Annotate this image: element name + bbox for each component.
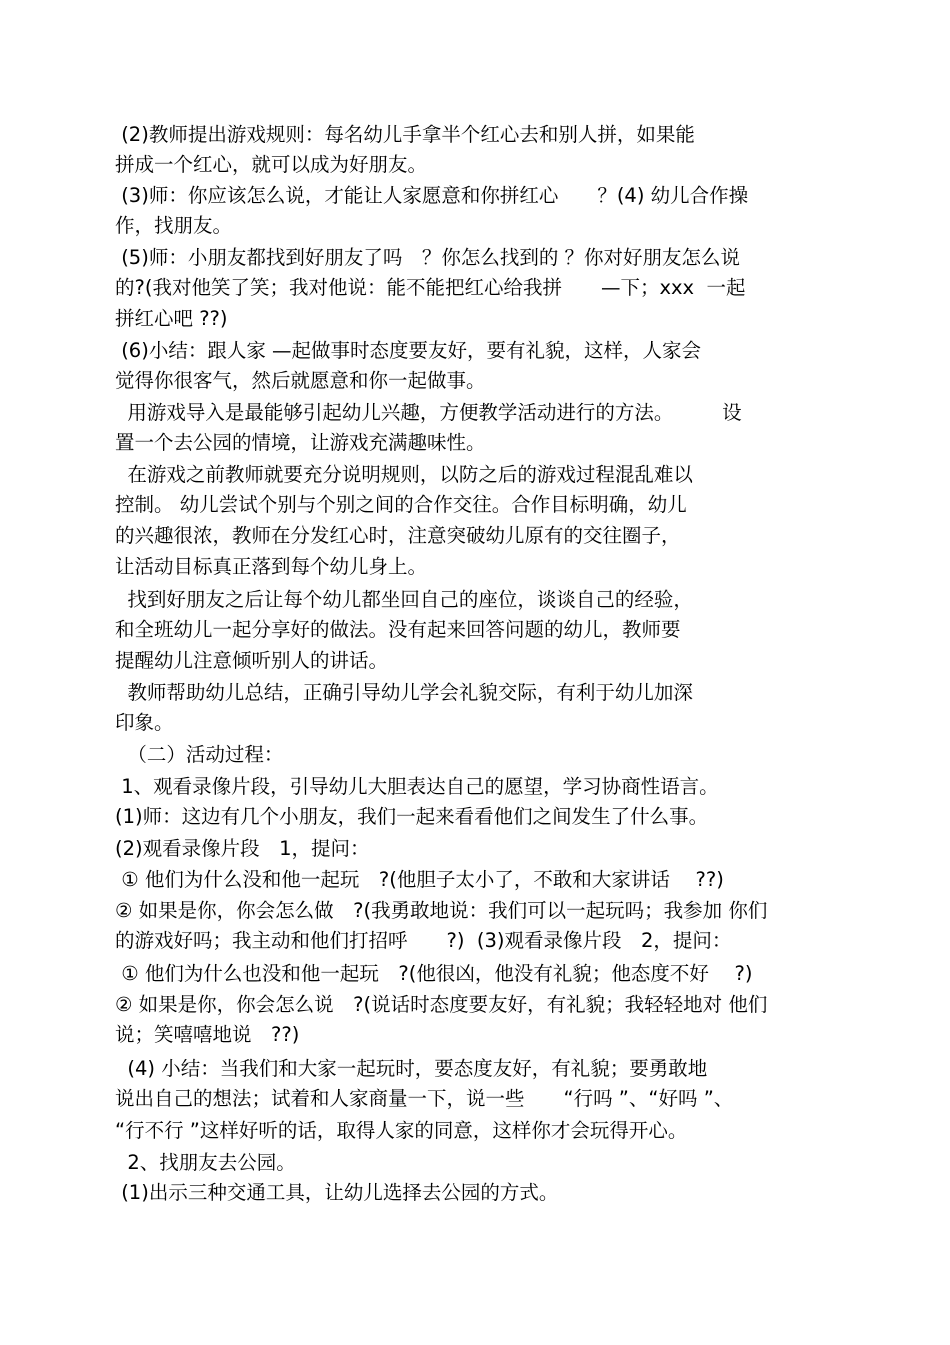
text-line: 1、观看录像片段，引导幼儿大胆表达自己的愿望，学习协商性语言。 xyxy=(115,775,719,798)
text-line: 2、找朋友去公园。 xyxy=(115,1151,296,1174)
text-line: 的?(我对他笑了笑；我对他说：能不能把红心给我拼 —下；xxx 一起 xyxy=(115,276,746,299)
text-line: (1)出示三种交通工具，让幼儿选择去公园的方式。 xyxy=(115,1181,559,1204)
text-line: 的游戏好吗；我主动和他们打招呼 ?) (3)观看录像片段 2，提问： xyxy=(115,929,732,952)
section-heading: （二）活动过程： xyxy=(115,743,284,766)
text-line: 用游戏导入是最能够引起幼儿兴趣，方便教学活动进行的方法。 设 xyxy=(115,401,742,424)
text-line: 作，找朋友。 xyxy=(115,214,233,237)
text-line: ② 如果是你，你会怎么做 ?(我勇敢地说：我们可以一起玩吗；我参加 你们 xyxy=(115,899,768,922)
text-line: (6)小结：跟人家 —起做事时态度要友好，要有礼貌，这样，人家会 xyxy=(115,339,702,362)
text-line: (3)师：你应该怎么说，才能让人家愿意和你拼红心 ？(4) 幼儿合作操 xyxy=(115,184,749,207)
text-line: 置一个去公园的情境，让游戏充满趣味性。 xyxy=(115,431,486,454)
text-line: 在游戏之前教师就要充分说明规则，以防之后的游戏过程混乱难以 xyxy=(115,463,693,486)
text-line: ① 他们为什么没和他一起玩 ?(他胆子太小了，不敢和大家讲话 ??) xyxy=(115,868,724,891)
text-line: (1)师：这边有几个小朋友，我们一起来看看他们之间发生了什么事。 xyxy=(115,805,709,828)
text-line: “行不行 ”这样好听的话，取得人家的同意，这样你才会玩得开心。 xyxy=(115,1119,688,1142)
text-line: ② 如果是你，你会怎么说 ?(说话时态度要友好，有礼貌；我轻轻地对 他们 xyxy=(115,993,768,1016)
text-line: 让活动目标真正落到每个幼儿身上。 xyxy=(115,555,428,578)
text-line: (2)教师提出游戏规则：每名幼儿手拿半个红心去和别人拼，如果能 xyxy=(115,123,695,146)
text-line: 说；笑嘻嘻地说 ??) xyxy=(115,1023,300,1046)
text-line: 觉得你很客气，然后就愿意和你一起做事。 xyxy=(115,369,486,392)
text-line: 拼红心吧 ??) xyxy=(115,307,228,330)
text-line: (2)观看录像片段 1，提问： xyxy=(115,837,370,860)
text-line: 拼成一个红心，就可以成为好朋友。 xyxy=(115,153,428,176)
text-line: 控制。 幼儿尝试个别与个别之间的合作交往。合作目标明确，幼儿 xyxy=(115,493,687,516)
text-line: 教师帮助幼儿总结，正确引导幼儿学会礼貌交际，有利于幼儿加深 xyxy=(115,681,693,704)
text-line: ① 他们为什么也没和他一起玩 ?(他很凶，他没有礼貌；他态度不好 ?) xyxy=(115,962,753,985)
text-line: (5)师：小朋友都找到好朋友了吗 ？你怎么找到的 ？你对好朋友怎么说 xyxy=(115,246,741,269)
text-line: 提醒幼儿注意倾听别人的讲话。 xyxy=(115,649,389,672)
text-line: 说出自己的想法；试着和人家商量一下，说一些 “行吗 ”、“好吗 ”、 xyxy=(115,1087,734,1110)
text-line: 找到好朋友之后让每个幼儿都坐回自己的座位，谈谈自己的经验， xyxy=(115,588,693,611)
text-line: 和全班幼儿一起分享好的做法。没有起来回答问题的幼儿，教师要 xyxy=(115,618,681,641)
text-line: 的兴趣很浓，教师在分发红心时，注意突破幼儿原有的交往圈子， xyxy=(115,524,681,547)
text-line: (4) 小结：当我们和大家一起玩时，要态度友好，有礼貌；要勇敢地 xyxy=(115,1057,708,1080)
text-line: 印象。 xyxy=(115,711,174,734)
